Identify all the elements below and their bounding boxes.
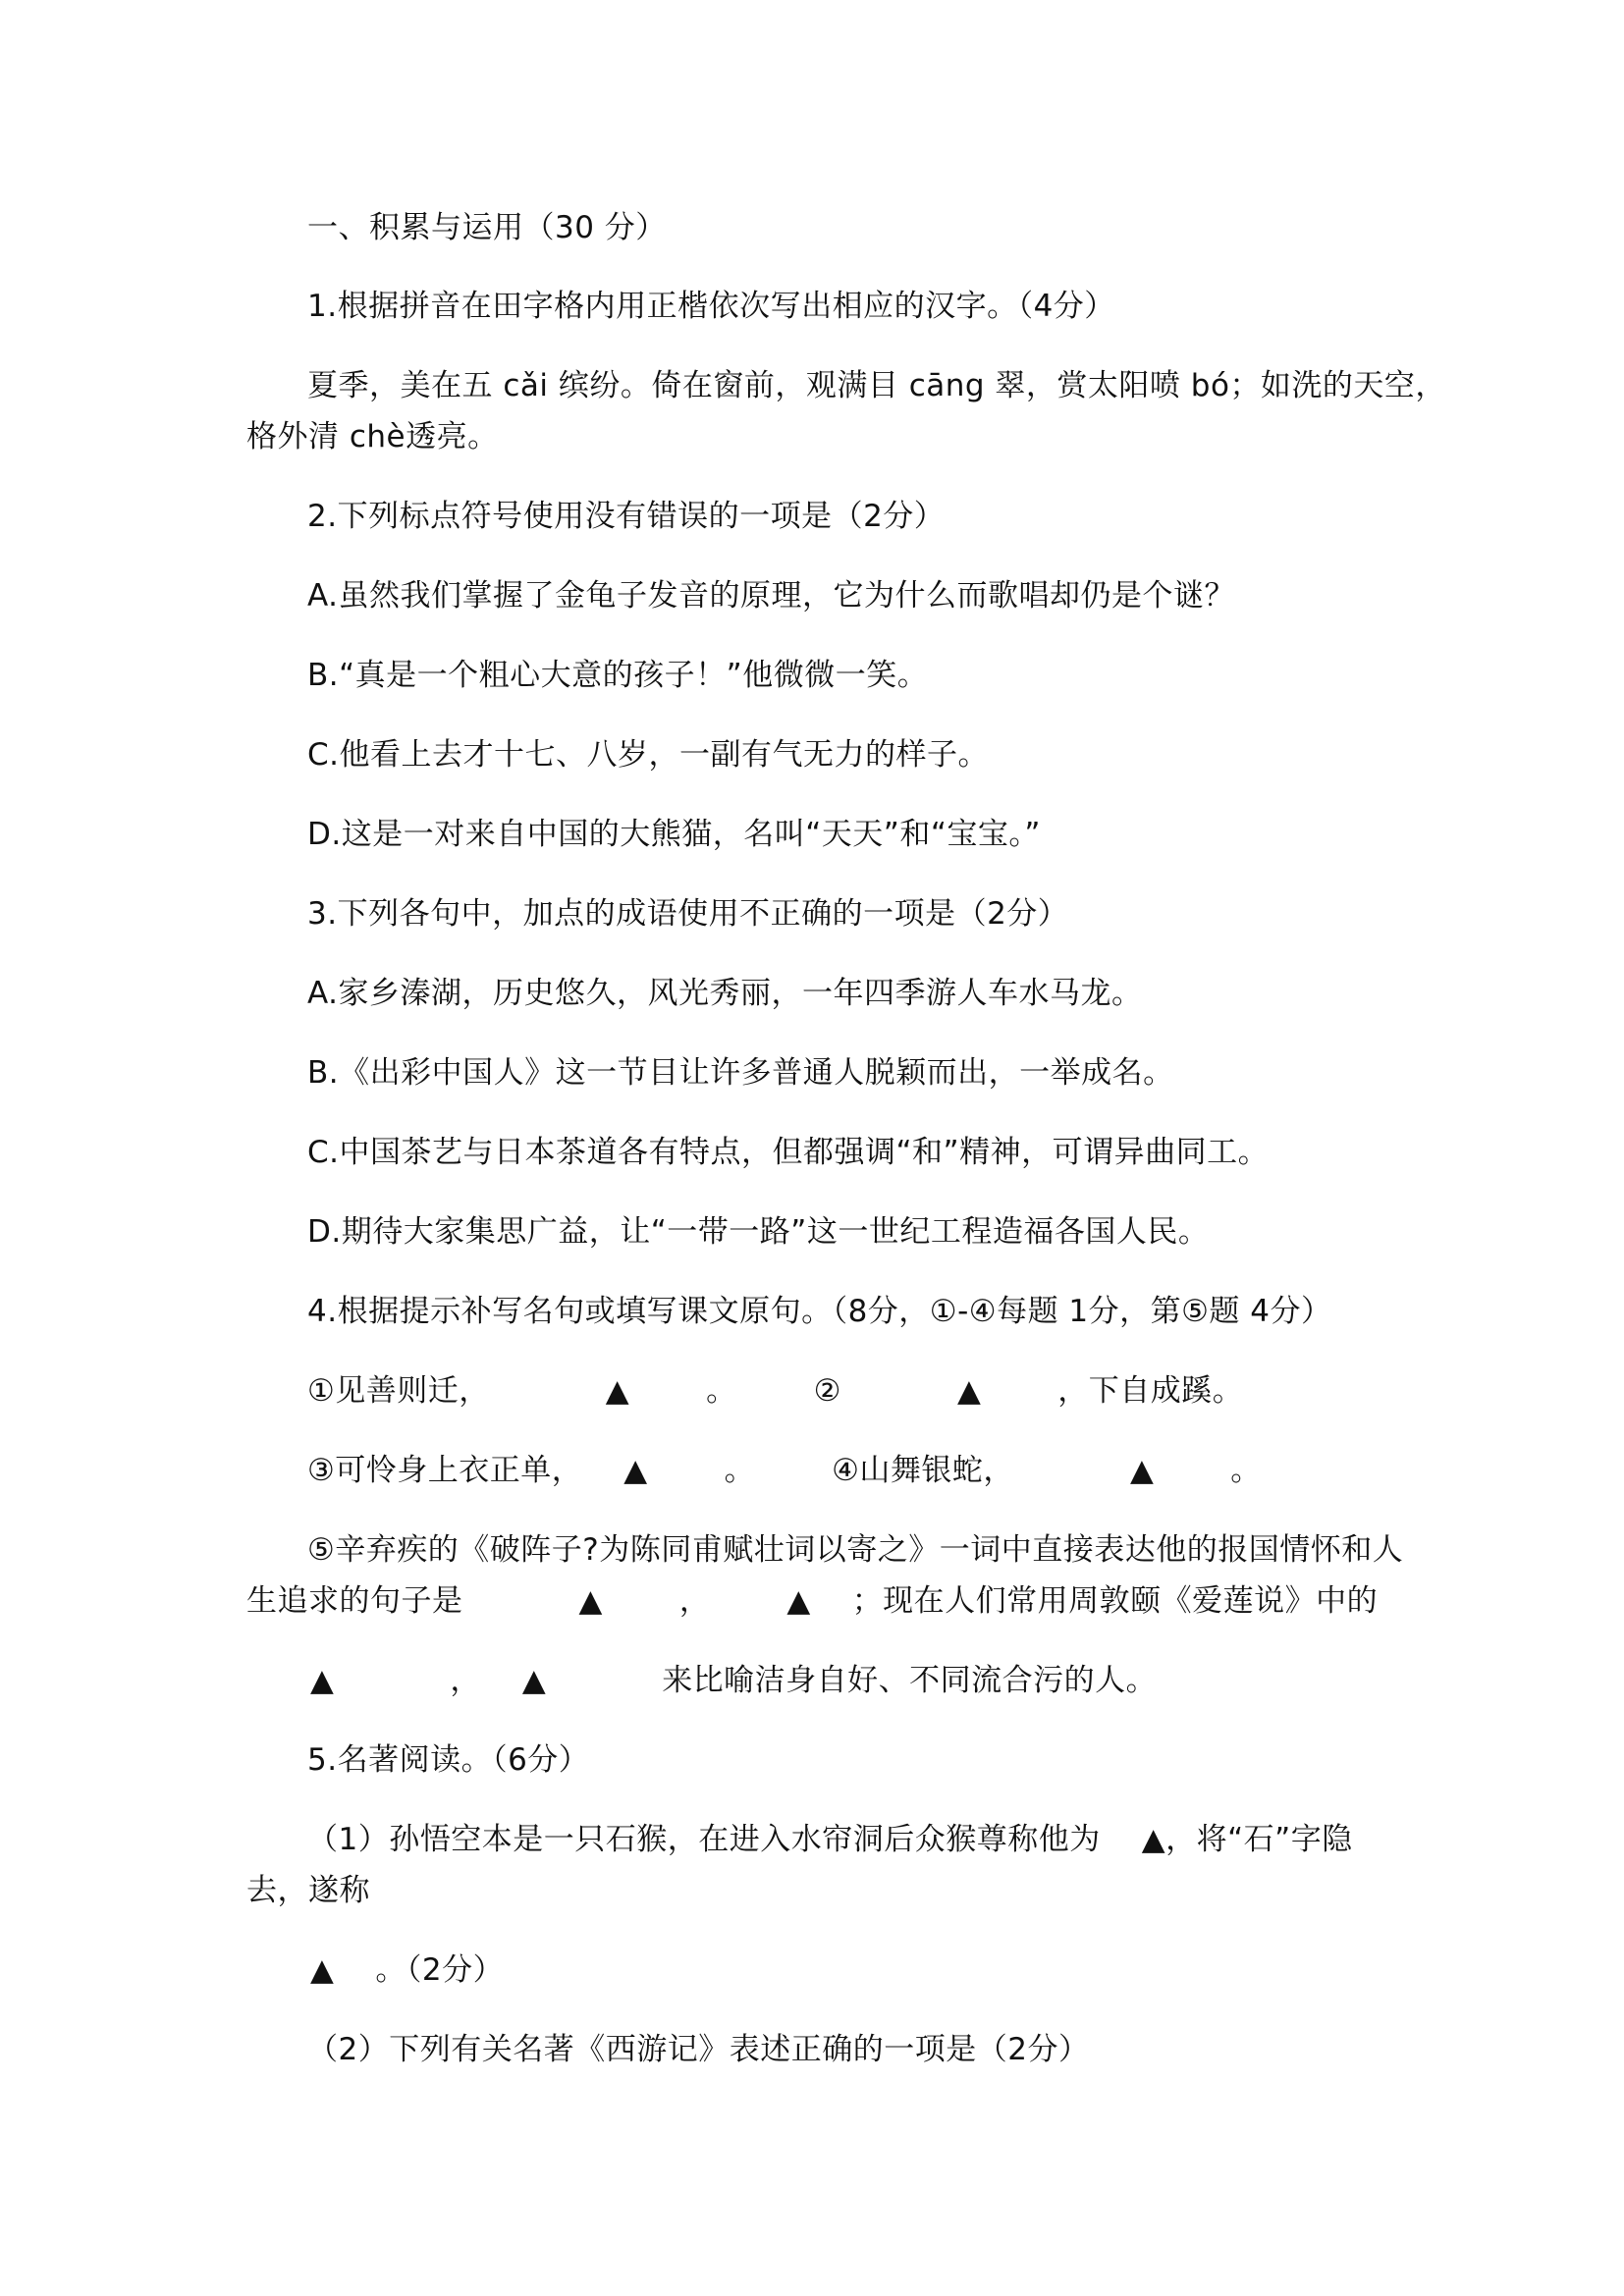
answer-blank: ▲ [521,1663,547,1698]
question-4-stem: 4.根据提示补写名句或填写课文原句。（8分，①-④每题 1分，第⑤题 4分） [307,1294,1332,1329]
question-5-stem: 5.名著阅读。（6分） [307,1742,590,1778]
question-3-option-d: D.期待大家集思广益，让“一带一路”这一世纪工程造福各国人民。 [307,1214,1210,1250]
question-5-part-2: （2）下列有关名著《西游记》表述正确的一项是（2分） [307,2032,1090,2067]
answer-blank: ▲ [310,1952,335,1988]
answer-blank: ▲ [786,1583,811,1619]
q5-part-1-score: 。（2分） [375,1952,505,1988]
q5-part-1-text: （1）孙悟空本是一只石猴，在进入水帘洞后众猴尊称他为 [307,1822,1101,1857]
question-1-text-line-1: 夏季，美在五 cǎi 缤纷。倚在窗前，观满目 cāng 翠，赏太阳喷 bó；如洗的天空， [307,368,1446,403]
question-4-line-5 [310,1661,1157,1700]
question-3-option-b: B.《出彩中国人》这一节目让许多普通人脱颖而出，一举成名。 [307,1055,1174,1091]
q4-item-4-end: 。 [1230,1453,1262,1488]
q4-item-2-num: ② [813,1373,841,1409]
answer-blank: ▲ [1141,1822,1166,1857]
q4-item-1-text: ①见善则迁， [307,1373,490,1409]
q4-item-3-end: 。 [724,1453,756,1488]
question-4-line-3: ⑤辛弃疾的《破阵子?为陈同甫赋壮词以寄之》一词中直接表达他的报国情怀和人 [307,1532,1404,1568]
question-5-part-1-line-3 [310,1950,504,1990]
section-title: 一、积累与运用（30 分） [307,210,667,245]
question-2-option-c: C.他看上去才十七、八岁，一副有气无力的样子。 [307,737,989,773]
q4-item-5-comma-2: ， [450,1663,481,1698]
q4-item-2-text: ，下自成蹊。 [1057,1373,1244,1409]
question-3-option-a: A.家乡溱湖，历史悠久，风光秀丽，一年四季游人车水马龙。 [307,976,1143,1011]
q4-item-4-text: ④山舞银蛇， [832,1453,1014,1488]
question-3-option-c: C.中国茶艺与日本茶道各有特点，但都强调“和”精神，可谓异曲同工。 [307,1135,1270,1170]
answer-blank: ▲ [605,1373,630,1409]
question-5-part-1-line-2: 去，遂称 [246,1873,370,1908]
question-2-stem: 2.下列标点符号使用没有错误的一项是（2分） [307,499,946,534]
question-2-option-d: D.这是一对来自中国的大熊猫，名叫“天天”和“宝宝。” [307,817,1041,852]
question-4-line-4 [246,1581,1378,1621]
question-5-part-1-line-1 [307,1820,1353,1859]
question-2-option-a: A.虽然我们掌握了金龟子发音的原理，它为什么而歌唱却仍是个谜？ [307,578,1236,614]
question-4-line-2 [307,1451,1262,1490]
question-2-option-b: B.“真是一个粗心大意的孩子！”他微微一笑。 [307,658,929,693]
answer-blank: ▲ [578,1583,603,1619]
question-3-stem: 3.下列各句中，加点的成语使用不正确的一项是（2分） [307,896,1069,932]
question-1-text-line-2: 格外清 chè透亮。 [246,419,499,454]
q4-item-5-ending: 来比喻洁身自好、不同流合污的人。 [662,1663,1158,1698]
question-4-line-1 [307,1371,1243,1411]
q5-part-1-end: ，将“石”字隐 [1165,1822,1353,1857]
q4-item-3-text: ③可怜身上衣正单， [307,1453,583,1488]
q4-item-1-end: 。 [706,1373,737,1409]
answer-blank: ▲ [310,1663,335,1698]
answer-blank: ▲ [1129,1453,1155,1488]
q4-item-5-prefix: 生追求的句子是 [246,1583,463,1619]
answer-blank: ▲ [956,1373,982,1409]
answer-blank: ▲ [623,1453,648,1488]
q4-item-5-suffix: ；现在人们常用周敦颐《爱莲说》中的 [851,1583,1379,1619]
q4-item-5-comma: ， [678,1583,711,1619]
question-1-stem: 1.根据拼音在田字格内用正楷依次写出相应的汉字。（4分） [307,289,1115,324]
